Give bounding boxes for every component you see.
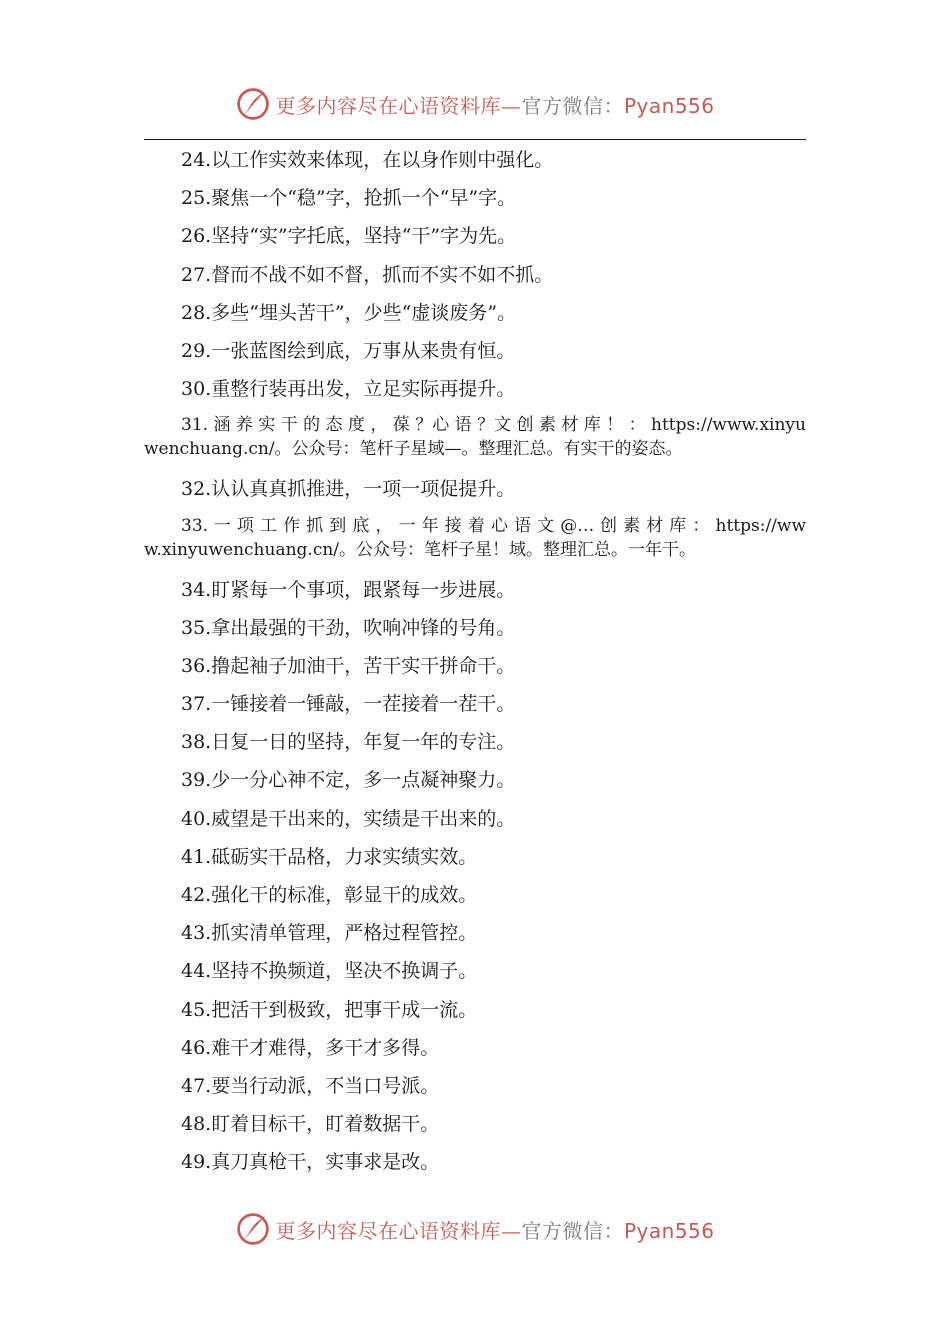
list-item: 40.威望是干出来的，实绩是干出来的。 — [181, 807, 516, 830]
list-item: 42.强化干的标准，彰显干的成效。 — [181, 884, 478, 906]
list-item: 34.盯紧每一个事项，跟紧每一步进展。 — [181, 578, 516, 601]
list-item: 38.日复一日的坚持，年复一年的专注。 — [181, 731, 516, 754]
list-item: 29.一张蓝图绘到底，万事从来贵有恒。 — [181, 339, 516, 362]
header-banner — [0, 82, 950, 126]
list-item: 46.难干才难得，多干才多得。 — [181, 1036, 440, 1059]
list-item: 25.聚焦一个“稳”字，抢抓一个“早”字。 — [181, 187, 517, 210]
list-item: 32.认认真真抓推进，一项一项促提升。 — [181, 478, 516, 501]
slogan-list — [144, 143, 806, 1184]
list-item: 43.抓实清单管理，严格过程管控。 — [181, 922, 478, 945]
list-item: 27.督而不战不如不督，抓而不实不如不抓。 — [181, 263, 554, 286]
list-item: 49.真刀真枪干，实事求是改。 — [181, 1151, 440, 1174]
banner-text: 更多内容尽在心语资料库—官方微信：Pyan556 — [275, 93, 715, 118]
list-item: 36.撸起袖子加油干，苦干实干拼命干。 — [181, 654, 516, 677]
list-item: 39.少一分心神不定，多一点凝神聚力。 — [181, 769, 516, 792]
feather-pen-logo-icon — [235, 86, 271, 122]
feather-pen-logo-icon — [235, 1211, 271, 1247]
list-item: 33. 一 项 工 作 抓 到 底 ， 一 年 接 着 心 语 文 @… 创 素 材 库 ： https://www.xinyuwenchuang.cn/。公众号：笔杆子星！域。整理汇总。一年干。 — [144, 515, 806, 560]
list-item: 30.重整行装再出发，立足实际再提升。 — [181, 378, 516, 401]
list-item: 41.砥砺实干品格，力求实绩实效。 — [181, 845, 478, 868]
list-item: 24.以工作实效来体现，在以身作则中强化。 — [181, 149, 554, 171]
list-item: 45.把活干到极致，把事干成一流。 — [181, 998, 478, 1021]
banner-text: 更多内容尽在心语资料库—官方微信：Pyan556 — [275, 1218, 715, 1243]
header-divider — [144, 139, 806, 140]
list-item: 47.要当行动派，不当口号派。 — [181, 1074, 440, 1097]
footer-banner — [0, 1207, 950, 1251]
list-item: 48.盯着目标干，盯着数据干。 — [181, 1113, 440, 1136]
list-item: 37.一锤接着一锤敲，一茬接着一茬干。 — [181, 693, 516, 716]
list-item: 26.坚持“实”字托底，坚持“干”字为先。 — [181, 225, 517, 248]
list-item: 28.多些“埋头苦干”，少些“虚谈废务”。 — [181, 301, 517, 324]
list-item: 31. 涵 养 实 干 的 态 度 ， 葆 ？心 语 ？文 创 素 材 库 ！ ： https://www.xinyuwenchuang.cn/。公众号：笔杆子星域—。整理汇总。有实干的姿态。 — [144, 415, 806, 460]
list-item: 35.拿出最强的干劲，吹响冲锋的号角。 — [181, 616, 516, 639]
list-item: 44.坚持不换频道，坚决不换调子。 — [181, 960, 478, 983]
